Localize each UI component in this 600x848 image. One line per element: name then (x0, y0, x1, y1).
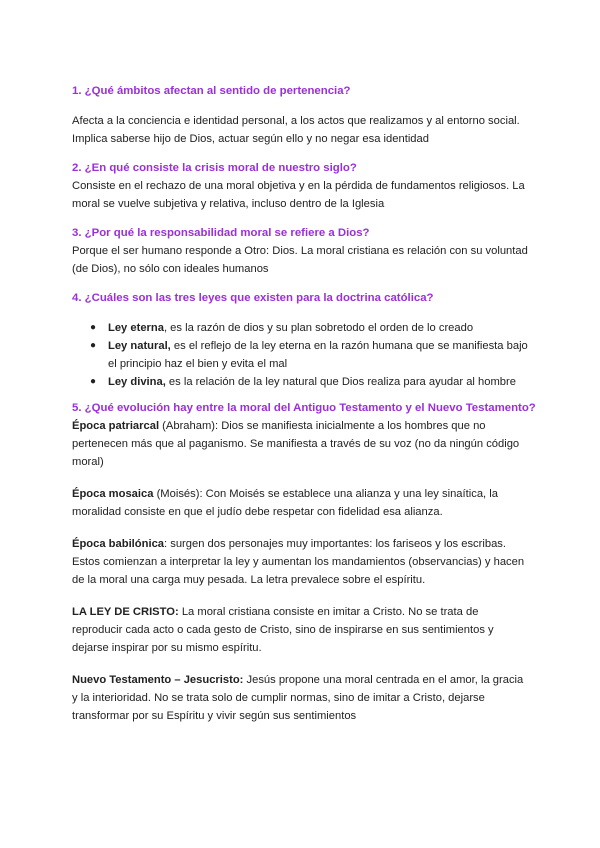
question-2-heading: 2. ¿En qué consiste la crisis moral de nuestro siglo? (72, 162, 357, 174)
bullet-icon: ● (90, 340, 97, 351)
era-name: Época babilónica (72, 538, 165, 550)
answer-2 (72, 177, 542, 213)
era-name: Nuevo Testamento – Jesucristo: (72, 674, 244, 686)
paragraph-line: transformar por su Espíritu y vivir según sus sentimientos (72, 710, 357, 722)
answer-3-line: (de Dios), no sólo con ideales humanos (72, 263, 269, 275)
paragraph-line: de la moral una carga muy pesada. La letra prevalece sobre el espíritu. (72, 574, 426, 586)
law-description: es la relación de la ley natural que Dios realiza para ayudar al hombre (165, 376, 516, 388)
question-1-heading: 1. ¿Qué ámbitos afectan al sentido de pertenencia? (72, 85, 351, 97)
question-5-heading: 5. ¿Qué evolución hay entre la moral del Antiguo Testamento y el Nuevo Testamento? (72, 402, 536, 414)
question-3-heading: 3. ¿Por qué la responsabilidad moral se refiere a Dios? (72, 227, 370, 239)
paragraph-line: reproducir cada acto o cada gesto de Cristo, sino de inspirarse en sus sentimientos y (72, 624, 494, 636)
list-item-ley-divina (90, 373, 542, 391)
list-item-ley-eterna (90, 319, 542, 337)
paragraph-line: dejarse inspirar por su mismo espíritu. (72, 642, 262, 654)
list-item-ley-natural (90, 337, 542, 373)
paragraph-nuevo-testamento (72, 671, 542, 725)
paragraph-line: La moral cristiana consiste en imitar a Cristo. No se trata de (178, 606, 479, 618)
paragraph-epoca-mosaica (72, 485, 542, 521)
law-description-continued: el principio haz el bien y evita el mal (108, 358, 288, 370)
paragraph-line: pertenecen más que al paganismo. Se manifiesta a través de su voz (no da ningún código (72, 438, 520, 450)
answer-3-line: Porque el ser humano responde a Otro: Dios. La moral cristiana es relación con su voluntad (72, 245, 528, 257)
paragraph-line: moralidad consiste en que el judío debe respetar con fidelidad esa alianza. (72, 506, 443, 518)
answer-1-line: Afecta a la conciencia e identidad personal, a los actos que realizamos y al entorno social. (72, 115, 520, 127)
paragraph-ley-de-cristo (72, 603, 542, 657)
era-name: LA LEY DE CRISTO: (72, 606, 179, 618)
paragraph-line: Estos comienzan a interpretar la ley y aumentan los mandamientos (observancias) y hacen (72, 556, 525, 568)
paragraph-line: moral) (72, 456, 104, 468)
laws-list (72, 319, 542, 391)
era-name: Época mosaica (72, 488, 154, 500)
answer-1-line: Implica saberse hijo de Dios, actuar según ello y no negar esa identidad (72, 133, 429, 145)
bullet-icon: ● (90, 376, 97, 387)
law-name: Ley divina, (108, 376, 166, 388)
era-name: Época patriarcal (72, 420, 160, 432)
paragraph-line: : surgen dos personajes muy importantes: los fariseos y los escribas. (164, 538, 507, 550)
bullet-icon: ● (90, 322, 97, 333)
law-description: , es la razón de dios y su plan sobretodo el orden de lo creado (163, 322, 474, 334)
paragraph-line: (Abraham): Dios se manifiesta inicialmente a los hombres que no (159, 420, 486, 432)
paragraph-line: Jesús propone una moral centrada en el amor, la gracia (243, 674, 524, 686)
answer-3 (72, 242, 542, 278)
paragraph-line: (Moisés): Con Moisés se establece una alianza y una ley sinaítica, la (153, 488, 498, 500)
answer-2-line: moral se vuelve subjetiva y relativa, incluso dentro de la Iglesia (72, 198, 385, 210)
paragraph-epoca-patriarcal (72, 417, 542, 471)
answer-1 (72, 112, 542, 148)
answer-2-line: Consiste en el rechazo de una moral objetiva y en la pérdida de fundamentos religiosos. La (72, 180, 525, 192)
law-name: Ley eterna (108, 322, 164, 334)
question-4-heading: 4. ¿Cuáles son las tres leyes que existen para la doctrina católica? (72, 292, 434, 304)
law-name: Ley natural, (108, 340, 171, 352)
paragraph-line: y la interioridad. No se trata solo de cumplir normas, sino de imitar a Cristo, dejarse (72, 692, 485, 704)
paragraph-epoca-babilonica (72, 535, 542, 589)
law-description: es el reflejo de la ley eterna en la razón humana que se manifiesta bajo (170, 340, 528, 352)
